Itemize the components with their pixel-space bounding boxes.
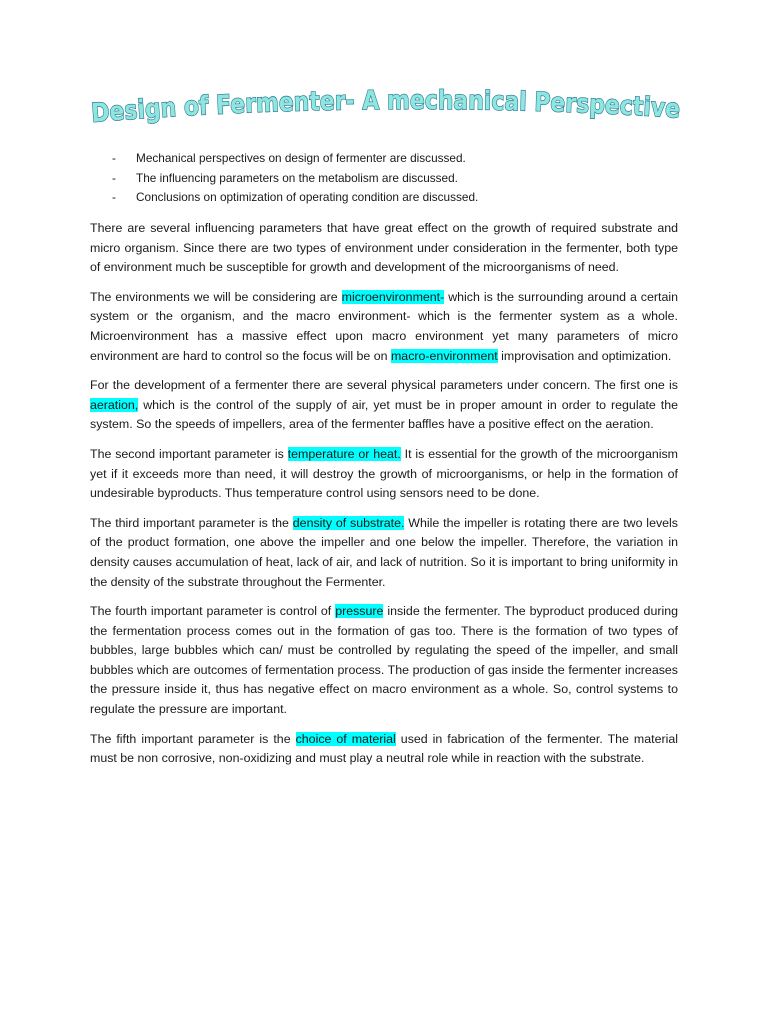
paragraph-material [90, 730, 678, 769]
text-run: For the development of a fermenter there are several physical parameters under concern. The first one is [90, 378, 678, 393]
text-run: which is the surrounding around a certain system or the organism, and the macro environment- which is the fermenter system as a whole. Microenvironment has a massive effect upon macro environment yet many parameters of micro environment are hard to control so the focus will be on [90, 289, 678, 363]
paragraph-density [90, 514, 678, 592]
highlight-microenvironment: microenvironment- [341, 289, 445, 304]
bullet-dash: - [112, 190, 116, 204]
highlight-pressure: pressure [335, 604, 384, 619]
text-run: improvisation and optimization. [497, 348, 672, 363]
text-run: The fifth important parameter is the [90, 731, 296, 746]
summary-bullet-list [112, 149, 478, 208]
text-run: inside the fermenter. The byproduct produced during the fermentation process comes out in the formation of gas too. There is the formation of two types of bubbles, large bubbles which can/ must be controlled by regulating the speed of the impeller, and small bubbles which are outcomes of fermentation process. The production of gas inside the fermenter increases the pressure inside it, thus has negative effect on macro environment as a whole. So, control systems to regulate the pressure are important. [90, 604, 678, 717]
highlight-material: choice of material [295, 731, 396, 746]
title-text-path: Design of Fermenter- A mechanical Perspective [90, 85, 684, 129]
text-run: The environments we will be considering are [90, 289, 342, 304]
paragraph-temperature [90, 445, 678, 504]
paragraph-environments [90, 288, 678, 366]
document-body [90, 219, 678, 779]
bullet-text: Conclusions on optimization of operating condition are discussed. [136, 190, 479, 204]
bullet-item [112, 169, 478, 189]
text-run: used in fabrication of the fermenter. The material must be non corrosive, non-oxidizing and must play a neutral role while in reaction with the substrate. [90, 731, 678, 766]
text-run: The third important parameter is the [90, 515, 293, 530]
document-title [88, 80, 688, 136]
bullet-item [112, 149, 478, 169]
title-text [90, 85, 684, 129]
bullet-text: Mechanical perspectives on design of fermenter are discussed. [136, 151, 466, 165]
highlight-density: density of substrate. [292, 515, 405, 530]
title-wordart [88, 80, 688, 136]
text-run: The fourth important parameter is control of [90, 604, 336, 619]
bullet-dash: - [112, 151, 116, 165]
highlight-aeration: aeration, [90, 397, 139, 412]
bullet-dash: - [112, 170, 116, 185]
text-run: The second important parameter is [90, 446, 288, 461]
highlight-temperature: temperature or heat. [287, 446, 401, 461]
text-run: It is essential for the growth of the microorganism yet if it exceeds more than need, it will destroy the growth of microorganisms, or help in the formation of undesirable byproducts. Thus temperature control using sensors need to be done. [90, 446, 678, 501]
paragraph-pressure [90, 602, 678, 720]
bullet-item [112, 188, 478, 208]
paragraph-intro: There are several influencing parameters that have great effect on the growth of required substrate and micro organism. Since there are two types of environment under consideration in the fermenter, both type of environment much be susceptible for growth and development of the microorganisms of need. [90, 221, 678, 275]
paragraph-aeration [90, 376, 678, 435]
text-run: which is the control of the supply of air, yet must be in proper amount in order to regulate the system. So the speeds of impellers, area of the fermenter baffles have a positive effect on the aeration. [90, 397, 678, 432]
highlight-macro-environment: macro-environment [390, 348, 498, 363]
text-run: While the impeller is rotating there are two levels of the product formation, one above the impeller and one below the impeller. Therefore, the variation in density causes accumulation of heat, lack of air, and lack of nutrition. So it is important to bring uniformity in the density of the substrate throughout the Fermenter. [90, 515, 678, 589]
bullet-text: The influencing parameters on the metabolism are discussed. [136, 170, 458, 185]
